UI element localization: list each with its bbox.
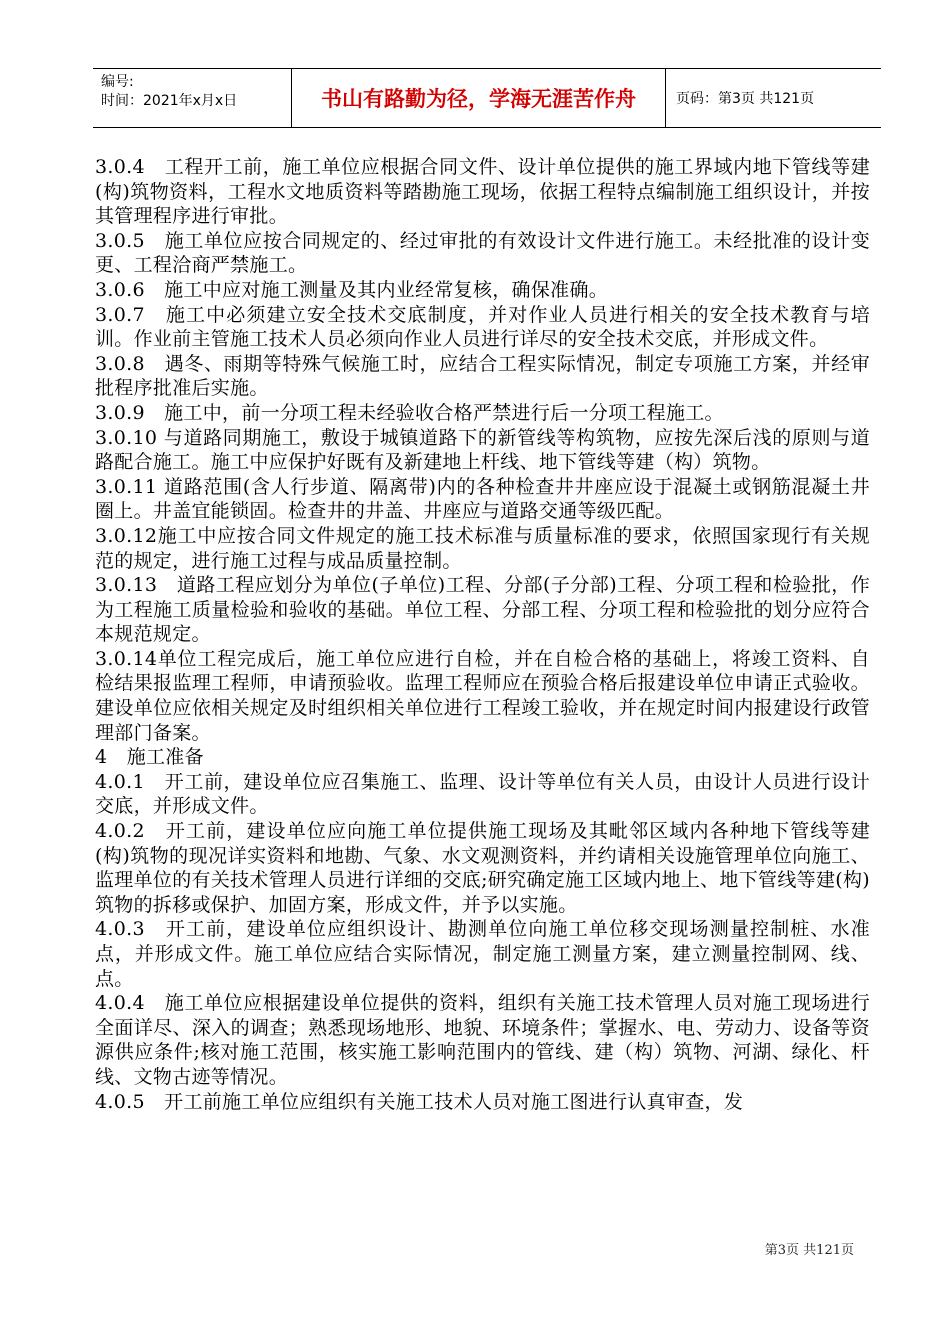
header-page-label: 页码：第3页 共121页 bbox=[676, 91, 815, 107]
paragraph-3-0-14: 3.0.14单位工程完成后，施工单位应进行自检，并在自检合格的基础上，将竣工资料、自检结果报监理工程师，申请预验收。监理工程师应在预验合格后报建设单位申请正式验收。建设单位应依相关规定及时组织相关单位进行工程竣工验收，并在规定时间内报建设行政管理部门备案。 bbox=[95, 647, 870, 744]
section-heading-4: 4 施工准备 bbox=[95, 746, 204, 769]
page-footer: 第3页 共121页 bbox=[764, 1243, 854, 1258]
paragraph-3-0-11: 3.0.11 道路范围(含人行步道、隔离带)内的各种检查井井座应设于混凝土或钢筋混凝土井圈上。井盖宜能锁固。检查井的井盖、井座应与道路交通等级匹配。 bbox=[95, 475, 870, 523]
page-header bbox=[93, 68, 881, 128]
time-label: 时间：2021年x月x日 bbox=[101, 93, 238, 109]
paragraph-4-0-3: 4.0.3 开工前，建设单位应组织设计、勘测单位向施工单位移交现场测量控制桩、水准点，并形成文件。施工单位应结合实际情况，制定施工测量方案，建立测量控制网、线、点。 bbox=[95, 918, 870, 990]
paragraph-3-0-13: 3.0.13 道路工程应划分为单位(子单位)工程、分部(子分部)工程、分项工程和检验批，作为工程施工质量检验和验收的基础。单位工程、分部工程、分项工程和检验批的划分应符合本规范规定。 bbox=[95, 574, 870, 646]
document-body bbox=[95, 155, 870, 1114]
paragraph-3-0-10: 3.0.10 与道路同期施工，敷设于城镇道路下的新管线等构筑物，应按先深后浅的原则与道路配合施工。施工中应保护好既有及新建地上杆线、地下管线等建（构）筑物。 bbox=[95, 426, 870, 474]
paragraph-4-0-5: 4.0.5 开工前施工单位应组织有关施工技术人员对施工图进行认真审查，发 bbox=[95, 1090, 744, 1113]
number-label: 编号: bbox=[101, 74, 134, 90]
paragraph-3-0-4: 3.0.4 工程开工前，施工单位应根据合同文件、设计单位提供的施工界域内地下管线等建(构)筑物资料，工程水文地质资料等踏勘施工现场，依据工程特点编制施工组织设计，并按其管理程序进行审批。 bbox=[95, 156, 870, 228]
paragraph-3-0-8: 3.0.8 遇冬、雨期等特殊气候施工时，应结合工程实际情况，制定专项施工方案，并经审批程序批准后实施。 bbox=[95, 352, 870, 400]
header-motto: 书山有路勤为径，学海无涯苦作舟 bbox=[292, 69, 666, 127]
paragraph-3-0-5: 3.0.5 施工单位应按合同规定的、经过审批的有效设计文件进行施工。未经批准的设计变更、工程洽商严禁施工。 bbox=[95, 229, 870, 277]
paragraph-3-0-12: 3.0.12施工中应按合同文件规定的施工技术标准与质量标准的要求，依照国家现行有关规范的规定，进行施工过程与成品质量控制。 bbox=[95, 524, 870, 572]
paragraph-3-0-7: 3.0.7 施工中必须建立安全技术交底制度，并对作业人员进行相关的安全技术教育与培训。作业前主管施工技术人员必须向作业人员进行详尽的安全技术交底，并形成文件。 bbox=[95, 303, 870, 351]
paragraph-4-0-1: 4.0.1 开工前，建设单位应召集施工、监理、设计等单位有关人员，由设计人员进行设计交底，并形成文件。 bbox=[95, 770, 870, 818]
paragraph-4-0-2: 4.0.2 开工前，建设单位应向施工单位提供施工现场及其毗邻区域内各种地下管线等建(构)筑物的现况详实资料和地勘、气象、水文观测资料，并约请相关设施管理单位向施工、监理单位的有关技术管理人员进行详细的交底;研究确定施工区域内地上、地下管线等建(构)筑物的拆移或保护、加固方案，形成文件，并予以实施。 bbox=[95, 820, 870, 916]
header-meta bbox=[93, 69, 292, 127]
paragraph-4-0-4: 4.0.4 施工单位应根据建设单位提供的资料，组织有关施工技术管理人员对施工现场进行全面详尽、深入的调查；熟悉现场地形、地貌、环境条件；掌握水、电、劳动力、设备等资源供应条件;核对施工范围，核实施工影响范围内的管线、建（构）筑物、河湖、绿化、杆线、文物古迹等情况。 bbox=[95, 992, 870, 1088]
paragraph-3-0-6: 3.0.6 施工中应对施工测量及其内业经常复核，确保准确。 bbox=[95, 278, 609, 301]
paragraph-3-0-9: 3.0.9 施工中，前一分项工程未经验收合格严禁进行后一分项工程施工。 bbox=[95, 401, 724, 424]
